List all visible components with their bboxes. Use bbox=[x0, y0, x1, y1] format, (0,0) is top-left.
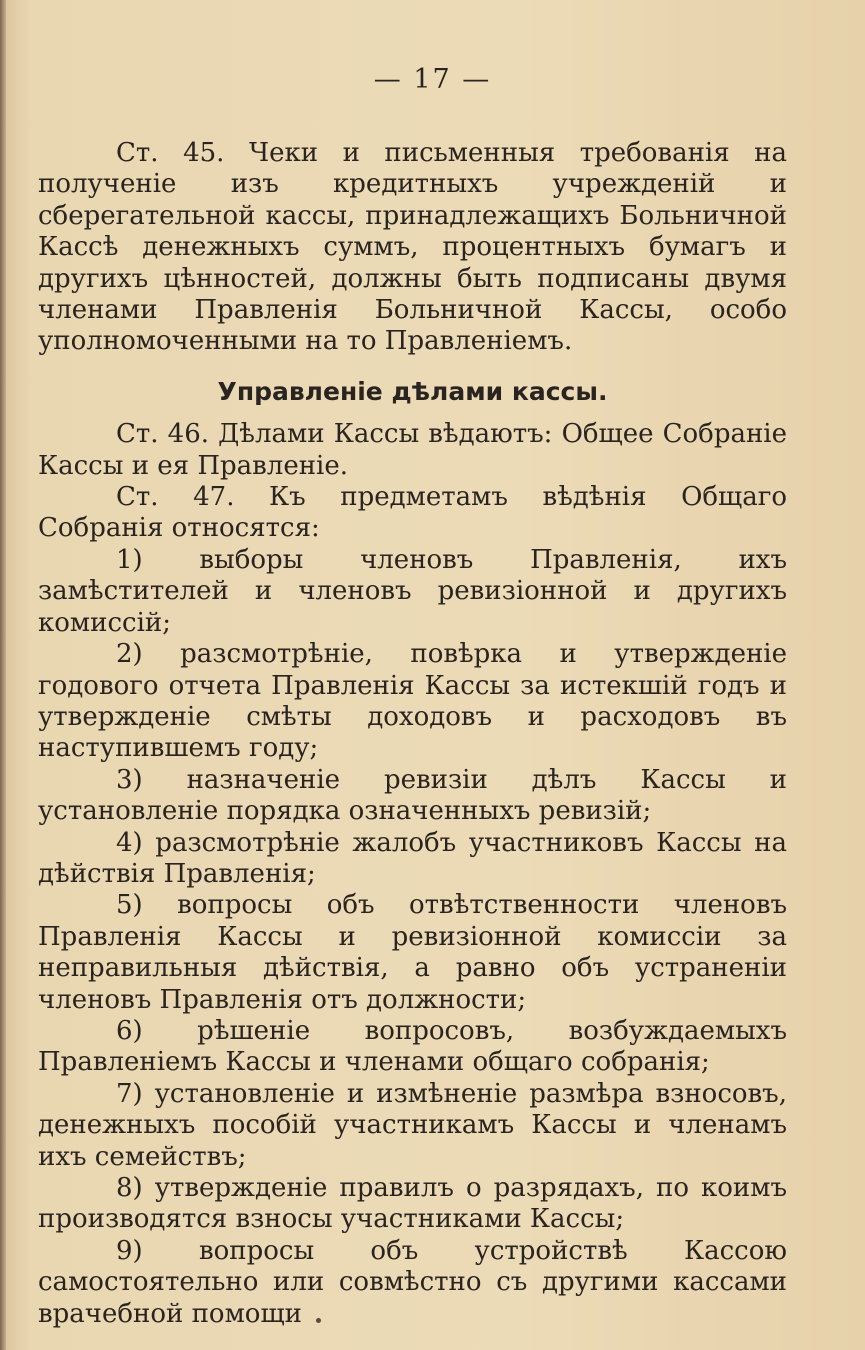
list-item: 9) вопросы объ устройствѣ Кассою самостоятельно или совмѣстно съ другими кассами врачебной помощи bbox=[38, 1235, 787, 1329]
page-body bbox=[38, 138, 787, 1330]
list-item: 8) утвержденіе правилъ о разрядахъ, по коимъ производятся взносы участниками Кассы; bbox=[38, 1173, 787, 1235]
article-45: Ст. 45. Чеки и письменныя требованія на полученіе изъ кредитныхъ учрежденій и сберегательной кассы, принадлежащихъ Больничной Кассѣ денежныхъ суммъ, процентныхъ бумагъ и другихъ цѣнностей, должны быть подписаны двумя членами Правленія Больничной Кассы, особо уполномоченными на то Правленіемъ. bbox=[38, 138, 787, 357]
ink-speck bbox=[316, 1318, 321, 1323]
section-heading: Управленіе дѣлами кассы. bbox=[217, 376, 608, 406]
article-47-intro: Ст. 47. Къ предметамъ вѣдѣнія Общаго Собранія относятся: bbox=[38, 482, 787, 544]
page-binding-edge bbox=[0, 0, 6, 1350]
list-item: 2) разсмотрѣніе, повѣрка и утвержденіе годового отчета Правленія Кассы за истекшій годъ и утвержденіе смѣты доходовъ и расходовъ въ наступившемъ году; bbox=[38, 639, 787, 764]
list-item: 6) рѣшеніе вопросовъ, возбуждаемыхъ Правленіемъ Кассы и членами общаго собранія; bbox=[38, 1015, 787, 1078]
list-item: 7) установленіе и измѣненіе размѣра взносовъ, денежныхъ пособій участникамъ Кассы и членамъ ихъ семействъ; bbox=[38, 1078, 787, 1172]
list-item: 1) выборы членовъ Правленія, ихъ замѣстителей и членовъ ревизіонной и другихъ комиссій; bbox=[38, 544, 787, 638]
article-46: Ст. 46. Дѣлами Кассы вѣдаютъ: Общее Собраніе Кассы и ея Правленіе. bbox=[38, 419, 787, 481]
page-number: — 17 — bbox=[373, 64, 492, 95]
list-item: 4) разсмотрѣніе жалобъ участниковъ Кассы на дѣйствія Правленія; bbox=[38, 827, 787, 889]
list-item: 3) назначеніе ревизіи дѣлъ Кассы и установленіе порядка означенныхъ ревизій; bbox=[38, 764, 787, 827]
list-item: 5) вопросы объ отвѣтственности членовъ Правленія Кассы и ревизіонной комиссіи за неправильныя дѣйствія, а равно объ устраненіи членовъ Правленія отъ должности; bbox=[38, 890, 787, 1015]
